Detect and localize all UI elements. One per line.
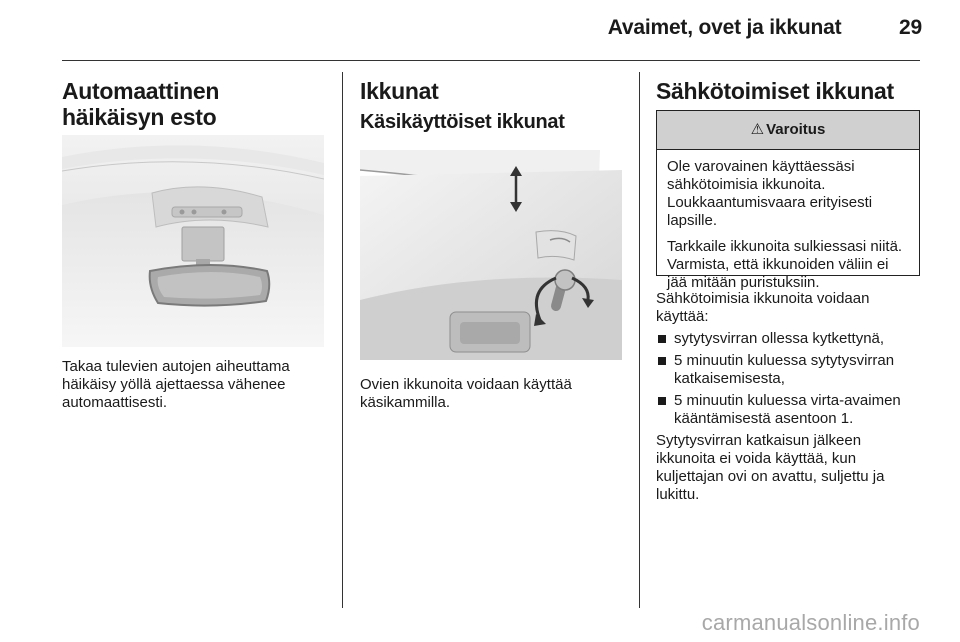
column-3 [656, 78, 922, 104]
subheading-manual-windows: Käsikäyttöiset ikkunat [360, 111, 565, 133]
power-windows-intro: Sähkötoimisia ikkunoita voidaan käyttää: [656, 290, 870, 325]
power-windows-conditions-list [656, 330, 922, 428]
manual-windows-description: Ovien ikkunoita voidaan käyttää käsikammilla. [360, 376, 572, 411]
power-windows-closing: Sytytysvirran katkaisun jälkeen ikkunoita ei voida käyttää, kun kuljettajan ovi on avattu, suljettu ja lukittu. [656, 432, 885, 503]
warning-box [656, 110, 920, 291]
window-crank-icon [360, 150, 622, 360]
section-heading-power-windows: Sähkötoimiset ikkunat [656, 78, 894, 104]
window-crank-illustration [360, 150, 622, 360]
page-title: Avaimet, ovet ja ikkunat [607, 16, 842, 39]
header-rule [62, 60, 920, 61]
section-heading-antiglare: Automaattinen häikäisyn esto [62, 78, 220, 130]
section-heading-windows: Ikkunat [360, 78, 439, 104]
bullet-square-icon [658, 335, 666, 343]
watermark: carmanualsonline.info [701, 610, 920, 635]
power-windows-text-block [656, 290, 922, 504]
manual-windows-text-block [360, 376, 626, 412]
list-item: sytytysvirran ollessa kytkettynä, [656, 330, 922, 348]
warning-paragraph-1: Ole varovainen käyttäessäsi sähkötoimisia ikkunoita. Loukkaantumisvaara erityisesti lapsille. [667, 158, 873, 229]
antiglare-description: Takaa tulevien autojen aiheuttama häikäisy yöllä ajettaessa vähenee automaattisesti. [62, 358, 290, 411]
page-number: 29 [899, 16, 922, 39]
bullet-square-icon [658, 357, 666, 365]
column-divider-2 [639, 72, 640, 608]
list-item: 5 minuutin kuluessa sytytysvirran katkaisemisesta, [656, 352, 922, 388]
bullet-square-icon [658, 397, 666, 405]
rearview-mirror-icon [62, 135, 324, 347]
column-2 [360, 78, 624, 134]
column-divider-1 [342, 72, 343, 608]
rearview-mirror-illustration [62, 135, 324, 347]
antiglare-text-block [62, 358, 328, 412]
column-1 [62, 78, 326, 130]
warning-paragraph-2: Tarkkaile ikkunoita sulkiessasi niitä. Varmista, että ikkunoiden väliin ei jää mitään puristuksiin. [667, 238, 903, 291]
warning-title: Varoitus [766, 121, 826, 138]
list-item: 5 minuutin kuluessa virta-avaimen kääntämisestä asentoon 1. [656, 392, 922, 428]
warning-title-bar [657, 111, 919, 150]
warning-triangle-icon: ⚠ [750, 121, 765, 138]
page-header [608, 16, 922, 40]
